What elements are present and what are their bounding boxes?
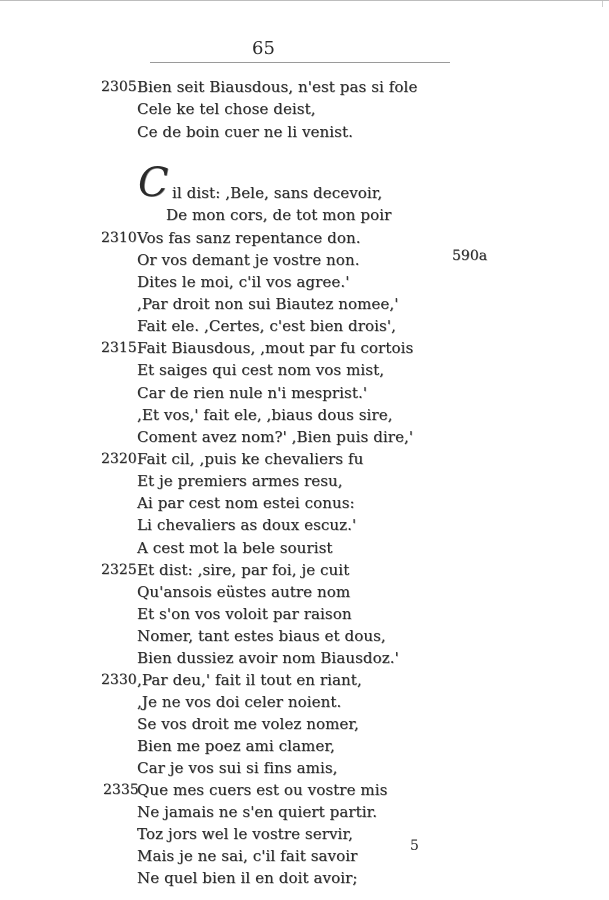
line-number: 2315	[101, 340, 137, 356]
verse-line: Fait ele. ,Certes, c'est bien drois',	[137, 317, 396, 335]
verse-line: Bien dussiez avoir nom Biausdoz.'	[137, 649, 399, 667]
verse-line: Toz jors wel le vostre servir,	[137, 825, 353, 843]
verse-line: ,Je ne vos doi celer noient.	[137, 693, 342, 711]
verse-line: Or vos demant je vostre non.	[137, 251, 360, 269]
page-number-rule	[150, 62, 450, 63]
drop-cap: C	[138, 160, 169, 206]
verse-line: Nomer, tant estes biaus et dous,	[137, 627, 386, 645]
line-number: 2320	[101, 451, 137, 467]
verse-line: Ne jamais ne s'en quiert partir.	[137, 803, 378, 821]
side-note: 590a	[452, 248, 488, 264]
verse-line: Ai par cest nom estei conus:	[137, 494, 355, 512]
line-number: 2305	[101, 79, 137, 95]
verse-line: Et dist: ,sire, par foi, je cuit	[137, 561, 350, 579]
verse-line: Bien seit Biausdous, n'est pas si fole	[137, 78, 418, 96]
verse-line: Dites le moi, c'il vos agree.'	[137, 273, 350, 291]
line-number: 2325	[101, 562, 137, 578]
verse-line: Et saiges qui cest nom vos mist,	[137, 361, 385, 379]
verse-line: ,Et vos,' fait ele, ,biaus dous sire,	[137, 406, 393, 424]
verse-line: il dist: ,Bele, sans decevoir,	[172, 184, 383, 202]
verse-line: Mais je ne sai, c'il fait savoir	[137, 847, 358, 865]
verse-line: Car de rien nule n'i mesprist.'	[137, 384, 368, 402]
page-top-edge	[0, 0, 609, 7]
verse-line: A cest mot la bele sourist	[137, 539, 333, 557]
verse-line: Qu'ansois eüstes autre nom	[137, 583, 351, 601]
verse-line: Se vos droit me volez nomer,	[137, 715, 359, 733]
line-number: 2335	[103, 782, 139, 798]
verse-line: Fait Biausdous, ,mout par fu cortois	[137, 339, 414, 357]
verse-line: Coment avez nom?' ,Bien puis dire,'	[137, 428, 414, 446]
verse-line: ,Par droit non sui Biautez nomee,'	[137, 295, 399, 313]
verse-line: Et je premiers armes resu,	[137, 472, 343, 490]
signature-mark: 5	[410, 838, 419, 854]
verse-line: Fait cil, ,puis ke chevaliers fu	[137, 450, 364, 468]
verse-line: Ce de boin cuer ne li venist.	[137, 123, 353, 141]
verse-line: Bien me poez ami clamer,	[137, 737, 335, 755]
page-number: 65	[252, 38, 275, 59]
line-number: 2330	[101, 672, 137, 688]
verse-line: Car je vos sui si fins amis,	[137, 759, 338, 777]
verse-line: Que mes cuers est ou vostre mis	[137, 781, 388, 799]
verse-line: Li chevaliers as doux escuz.'	[137, 516, 357, 534]
verse-line: Et s'on vos voloit par raison	[137, 605, 352, 623]
verse-line: ,Par deu,' fait il tout en riant,	[137, 671, 362, 689]
verse-line: De mon cors, de tot mon poir	[166, 206, 392, 224]
verse-line: Ne quel bien il en doit avoir;	[137, 869, 358, 887]
line-number: 2310	[101, 230, 137, 246]
verse-line: Vos fas sanz repentance don.	[137, 229, 361, 247]
verse-line: Cele ke tel chose deist,	[137, 100, 316, 118]
